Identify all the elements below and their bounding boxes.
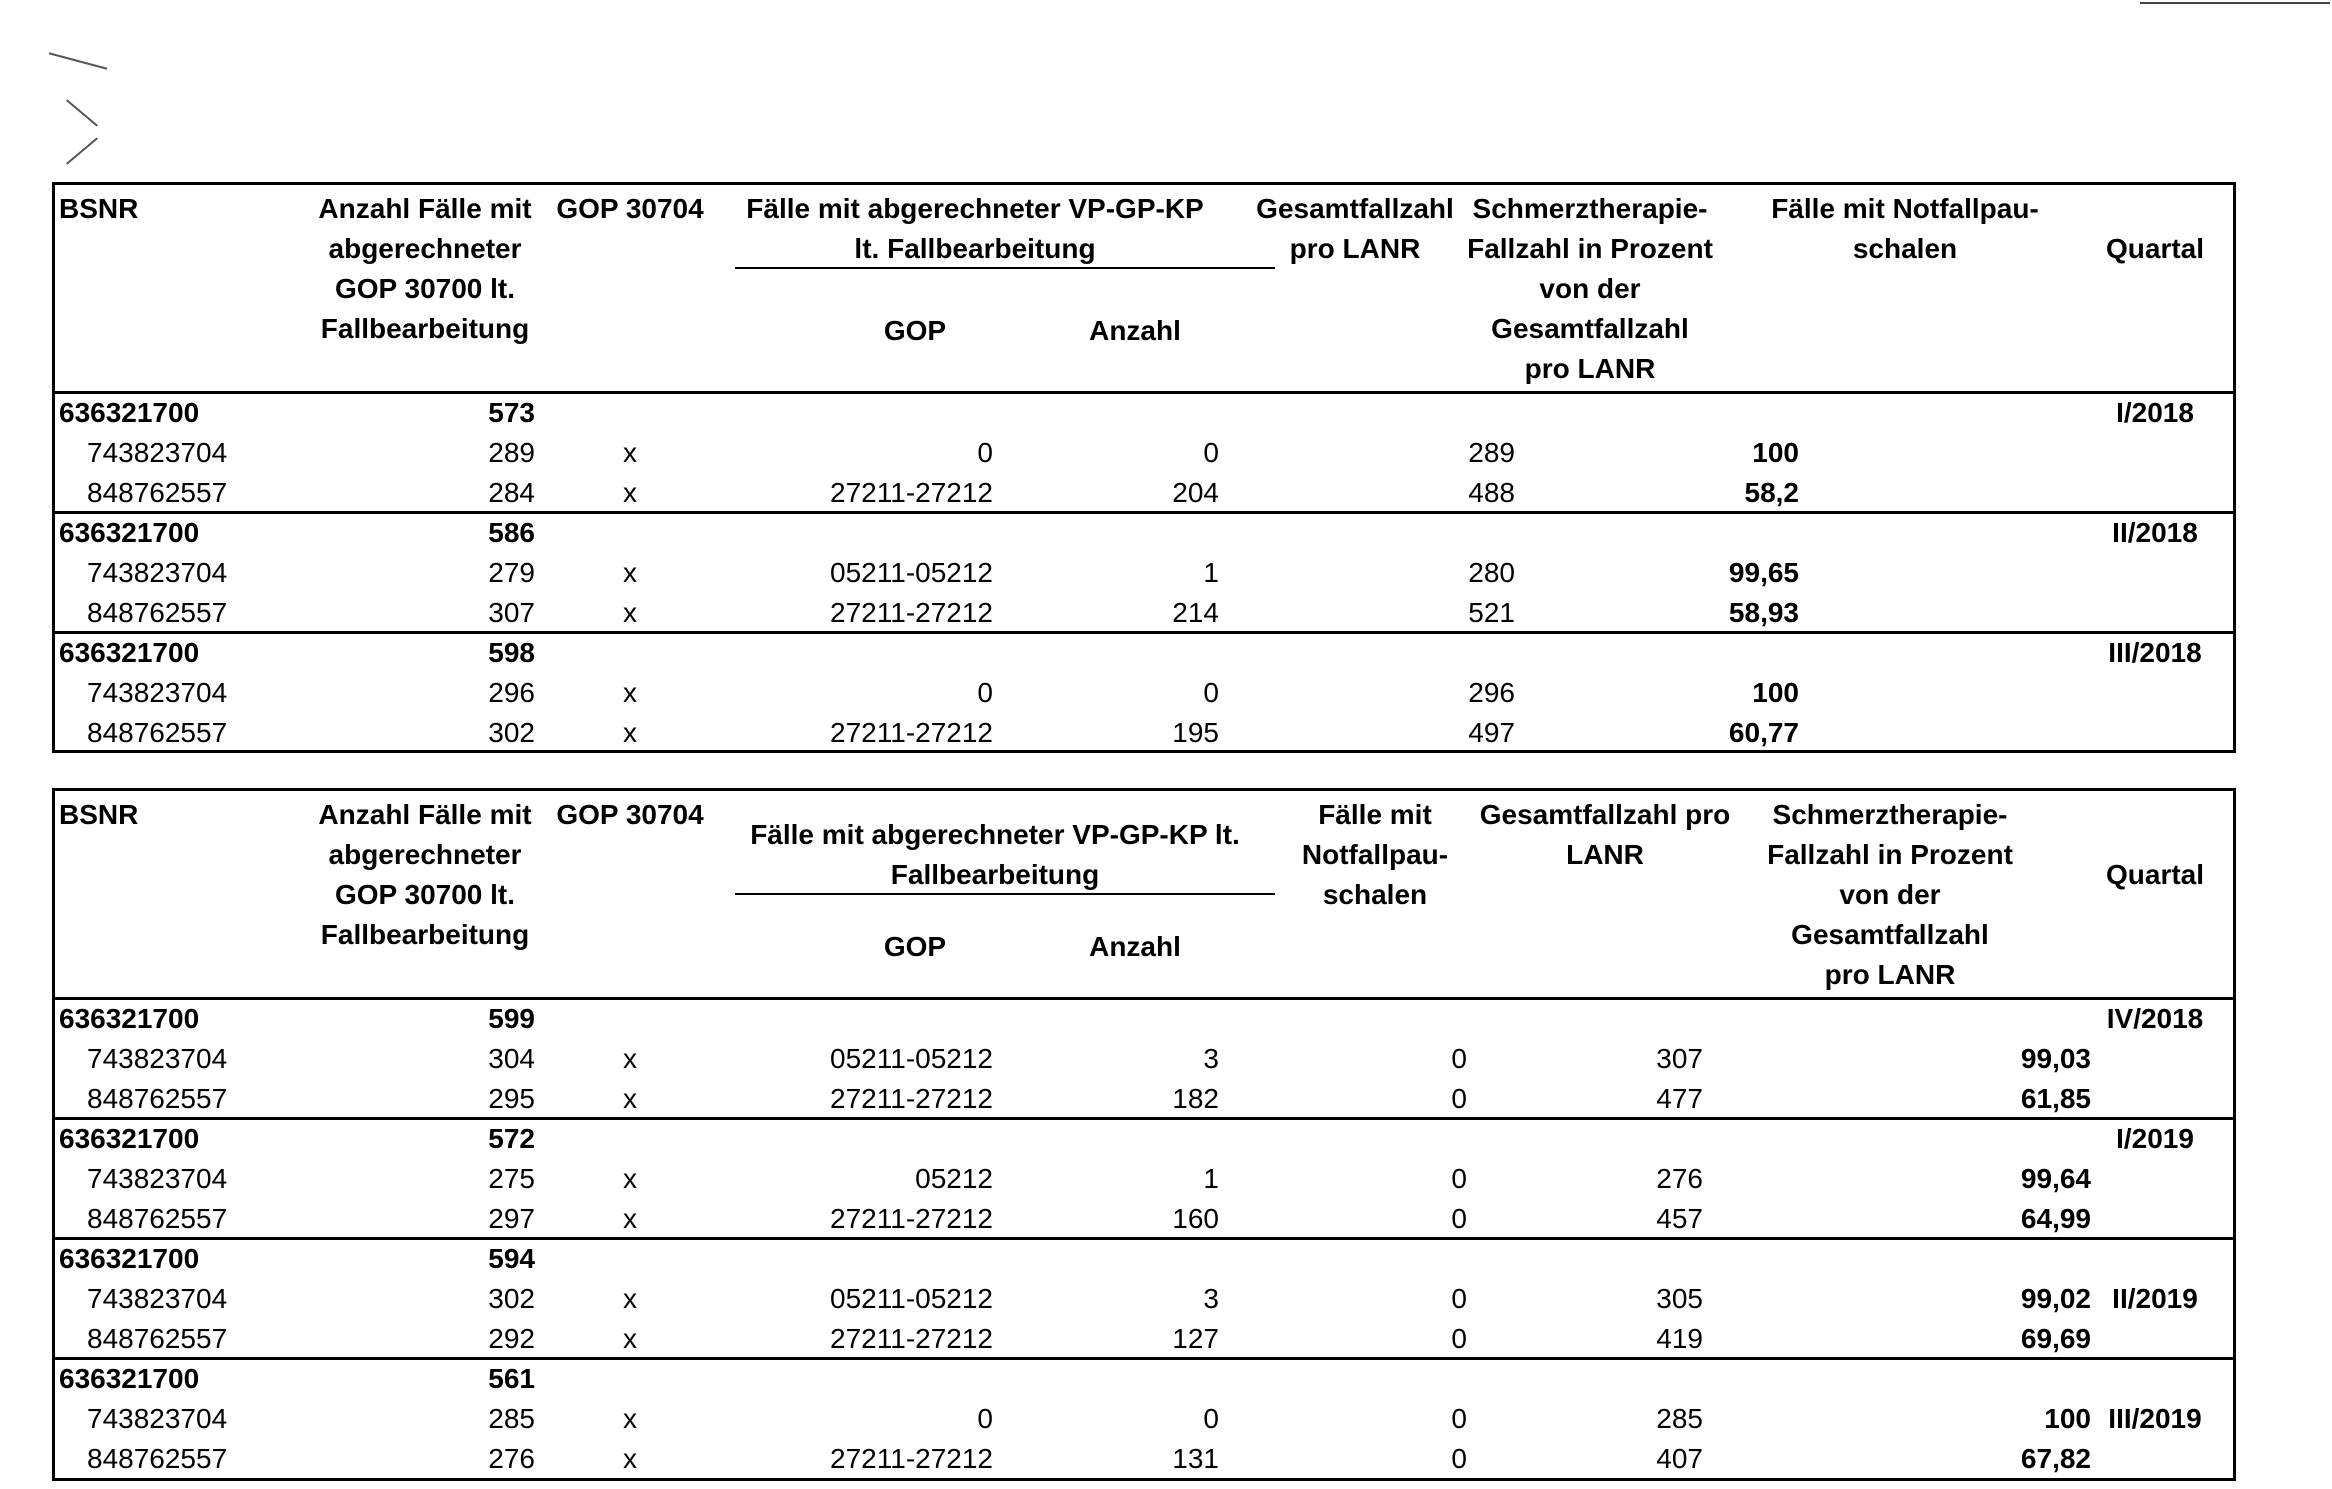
gop30704-marker: x: [623, 677, 637, 708]
group-divider: [55, 1237, 2233, 1240]
faelle-value: 279: [488, 557, 535, 588]
group-divider: [55, 631, 2233, 634]
header-gop-30704: GOP 30704: [556, 193, 704, 224]
anzahl-value: 160: [1172, 1203, 1219, 1234]
header-schmerztherapie: Schmerztherapie-Fallzahl in Prozent von der Gesamtfallzahl pro LANR: [1467, 193, 1713, 384]
gop30704-marker: x: [623, 1163, 637, 1194]
bsnr-value: 636321700: [59, 637, 200, 668]
gop30704-marker: x: [623, 1083, 637, 1114]
gesamt-value: 419: [1656, 1323, 1703, 1354]
anzahl-value: 204: [1172, 477, 1219, 508]
bsnr-total: 573: [488, 397, 535, 428]
prozent-value: 99,03: [2020, 1043, 2091, 1074]
anzahl-value: 1: [1203, 557, 1219, 588]
header-anzahl-faelle: Anzahl Fälle mit abgerechneter GOP 30700 lt. Fallbearbeitung: [318, 193, 532, 344]
header-vp-gp-kp: Fälle mit abgerechneter VP-GP-KP lt. Fallbearbeitung: [746, 193, 1204, 264]
gop30704-marker: x: [623, 557, 637, 588]
faelle-value: 302: [488, 1283, 535, 1314]
header-gesamtfallzahl: Gesamtfallzahl pro LANR: [1479, 799, 1731, 870]
header-anzahl: Anzahl: [1089, 315, 1181, 346]
table-2018: [52, 182, 2236, 753]
bsnr-total: 594: [488, 1243, 535, 1274]
bsnr-total: 598: [488, 637, 535, 668]
gesamt-value: 488: [1468, 477, 1515, 508]
lanr-value: 848762557: [87, 717, 228, 748]
anzahl-value: 182: [1172, 1083, 1219, 1114]
header-notfallpauschalen: Fälle mit Notfallpau-schalen: [1771, 193, 2039, 264]
gop-value: 27211-27212: [830, 717, 993, 748]
notfall-value: 0: [1451, 1443, 1467, 1474]
lanr-value: 848762557: [87, 1323, 228, 1354]
prozent-value: 99,02: [2020, 1283, 2091, 1314]
gop-value: 05212: [915, 1163, 993, 1194]
bsnr-total: 561: [488, 1363, 535, 1394]
quartal-value: III/2019: [2108, 1403, 2202, 1434]
table-2018-2019: [52, 788, 2236, 1481]
gop30704-marker: x: [623, 1043, 637, 1074]
anzahl-value: 0: [1203, 677, 1219, 708]
prozent-value: 99,64: [2020, 1163, 2091, 1194]
lanr-value: 848762557: [87, 1083, 228, 1114]
gop-value: 0: [977, 1403, 993, 1434]
gop30704-marker: x: [623, 437, 637, 468]
notfall-value: 0: [1451, 1163, 1467, 1194]
faelle-value: 304: [488, 1043, 535, 1074]
header-gesamtfallzahl: Gesamtfallzahl pro LANR: [1256, 193, 1454, 264]
header-vp-gp-kp: Fälle mit abgerechneter VP-GP-KP lt. Fallbearbeitung: [750, 819, 1240, 890]
bsnr-total: 572: [488, 1123, 535, 1154]
header-gop: GOP: [883, 931, 947, 962]
header-quartal: Quartal: [2105, 859, 2205, 890]
gesamt-value: 305: [1656, 1283, 1703, 1314]
anzahl-value: 214: [1172, 597, 1219, 628]
faelle-value: 297: [488, 1203, 535, 1234]
notfall-value: 0: [1451, 1323, 1467, 1354]
gop30704-marker: x: [623, 1443, 637, 1474]
gop30704-marker: x: [623, 1403, 637, 1434]
header-underline: [735, 893, 1275, 895]
gop-value: 27211-27212: [830, 1443, 993, 1474]
lanr-value: 743823704: [87, 1403, 228, 1434]
gop30704-marker: x: [623, 597, 637, 628]
gop-value: 05211-05212: [830, 1043, 993, 1074]
bsnr-value: 636321700: [59, 517, 200, 548]
gesamt-value: 307: [1656, 1043, 1703, 1074]
faelle-value: 292: [488, 1323, 535, 1354]
notfall-value: 0: [1451, 1043, 1467, 1074]
header-underline: [735, 267, 1275, 269]
scan-mark: [66, 137, 98, 164]
header-gop-30704: GOP 30704: [556, 799, 704, 830]
prozent-value: 61,85: [2020, 1083, 2091, 1114]
faelle-value: 302: [488, 717, 535, 748]
lanr-value: 743823704: [87, 557, 228, 588]
anzahl-value: 127: [1172, 1323, 1219, 1354]
bsnr-value: 636321700: [59, 1123, 200, 1154]
prozent-value: 100: [1752, 677, 1799, 708]
gop-value: 05211-05212: [830, 1283, 993, 1314]
gesamt-value: 289: [1468, 437, 1515, 468]
gesamt-value: 296: [1468, 677, 1515, 708]
faelle-value: 296: [488, 677, 535, 708]
prozent-value: 67,82: [2020, 1443, 2091, 1474]
lanr-value: 848762557: [87, 477, 228, 508]
scan-mark: [2140, 2, 2330, 4]
header-gop: GOP: [883, 315, 947, 346]
quartal-value: I/2018: [2116, 397, 2194, 428]
lanr-value: 743823704: [87, 1043, 228, 1074]
gop30704-marker: x: [623, 477, 637, 508]
group-divider: [55, 1357, 2233, 1360]
lanr-value: 848762557: [87, 597, 228, 628]
faelle-value: 307: [488, 597, 535, 628]
header-bsnr: BSNR: [59, 799, 139, 830]
header-anzahl: Anzahl: [1089, 931, 1181, 962]
notfall-value: 0: [1451, 1203, 1467, 1234]
faelle-value: 275: [488, 1163, 535, 1194]
gesamt-value: 521: [1468, 597, 1515, 628]
lanr-value: 848762557: [87, 1203, 228, 1234]
header-quartal: Quartal: [2105, 233, 2205, 264]
anzahl-value: 3: [1203, 1043, 1219, 1074]
gop-value: 27211-27212: [830, 477, 993, 508]
prozent-value: 64,99: [2020, 1203, 2091, 1234]
header-notfallpauschalen: Fälle mit Notfallpau-schalen: [1301, 799, 1449, 910]
anzahl-value: 131: [1172, 1443, 1219, 1474]
gop30704-marker: x: [623, 1283, 637, 1314]
lanr-value: 743823704: [87, 1163, 228, 1194]
notfall-value: 0: [1451, 1083, 1467, 1114]
gop-value: 27211-27212: [830, 1083, 993, 1114]
gop-value: 0: [977, 437, 993, 468]
faelle-value: 285: [488, 1403, 535, 1434]
gesamt-value: 477: [1656, 1083, 1703, 1114]
anzahl-value: 195: [1172, 717, 1219, 748]
gesamt-value: 285: [1656, 1403, 1703, 1434]
anzahl-value: 3: [1203, 1283, 1219, 1314]
faelle-value: 289: [488, 437, 535, 468]
quartal-value: II/2019: [2112, 1283, 2198, 1314]
lanr-value: 743823704: [87, 677, 228, 708]
gop30704-marker: x: [623, 1323, 637, 1354]
bsnr-total: 586: [488, 517, 535, 548]
gop-value: 27211-27212: [830, 1203, 993, 1234]
group-divider: [55, 1117, 2233, 1120]
gesamt-value: 407: [1656, 1443, 1703, 1474]
header-divider: [55, 391, 2233, 394]
notfall-value: 0: [1451, 1403, 1467, 1434]
bsnr-value: 636321700: [59, 1243, 200, 1274]
gesamt-value: 276: [1656, 1163, 1703, 1194]
lanr-value: 848762557: [87, 1443, 228, 1474]
prozent-value: 99,65: [1728, 557, 1799, 588]
header-anzahl-faelle: Anzahl Fälle mit abgerechneter GOP 30700 lt. Fallbearbeitung: [318, 799, 532, 950]
scan-mark: [66, 99, 98, 126]
anzahl-value: 1: [1203, 1163, 1219, 1194]
prozent-value: 100: [1752, 437, 1799, 468]
prozent-value: 100: [2044, 1403, 2091, 1434]
gop30704-marker: x: [623, 1203, 637, 1234]
gesamt-value: 280: [1468, 557, 1515, 588]
scan-mark: [49, 52, 107, 69]
bsnr-value: 636321700: [59, 1003, 200, 1034]
bsnr-value: 636321700: [59, 397, 200, 428]
prozent-value: 58,93: [1728, 597, 1799, 628]
gop30704-marker: x: [623, 717, 637, 748]
group-divider: [55, 511, 2233, 514]
faelle-value: 295: [488, 1083, 535, 1114]
gesamt-value: 497: [1468, 717, 1515, 748]
gesamt-value: 457: [1656, 1203, 1703, 1234]
lanr-value: 743823704: [87, 437, 228, 468]
bsnr-total: 599: [488, 1003, 535, 1034]
anzahl-value: 0: [1203, 1403, 1219, 1434]
gop-value: 05211-05212: [830, 557, 993, 588]
quartal-value: II/2018: [2112, 517, 2198, 548]
header-schmerztherapie: Schmerztherapie-Fallzahl in Prozent von der Gesamtfallzahl pro LANR: [1767, 799, 2013, 990]
gop-value: 0: [977, 677, 993, 708]
lanr-value: 743823704: [87, 1283, 228, 1314]
header-bsnr: BSNR: [59, 193, 139, 224]
anzahl-value: 0: [1203, 437, 1219, 468]
gop-value: 27211-27212: [830, 597, 993, 628]
quartal-value: IV/2018: [2106, 1003, 2204, 1034]
prozent-value: 60,77: [1728, 717, 1799, 748]
bsnr-value: 636321700: [59, 1363, 200, 1394]
quartal-value: III/2018: [2108, 637, 2202, 668]
quartal-value: I/2019: [2116, 1123, 2194, 1154]
prozent-value: 69,69: [2020, 1323, 2091, 1354]
prozent-value: 58,2: [1744, 477, 1799, 508]
notfall-value: 0: [1451, 1283, 1467, 1314]
header-divider: [55, 997, 2233, 1000]
faelle-value: 276: [488, 1443, 535, 1474]
gop-value: 27211-27212: [830, 1323, 993, 1354]
faelle-value: 284: [488, 477, 535, 508]
